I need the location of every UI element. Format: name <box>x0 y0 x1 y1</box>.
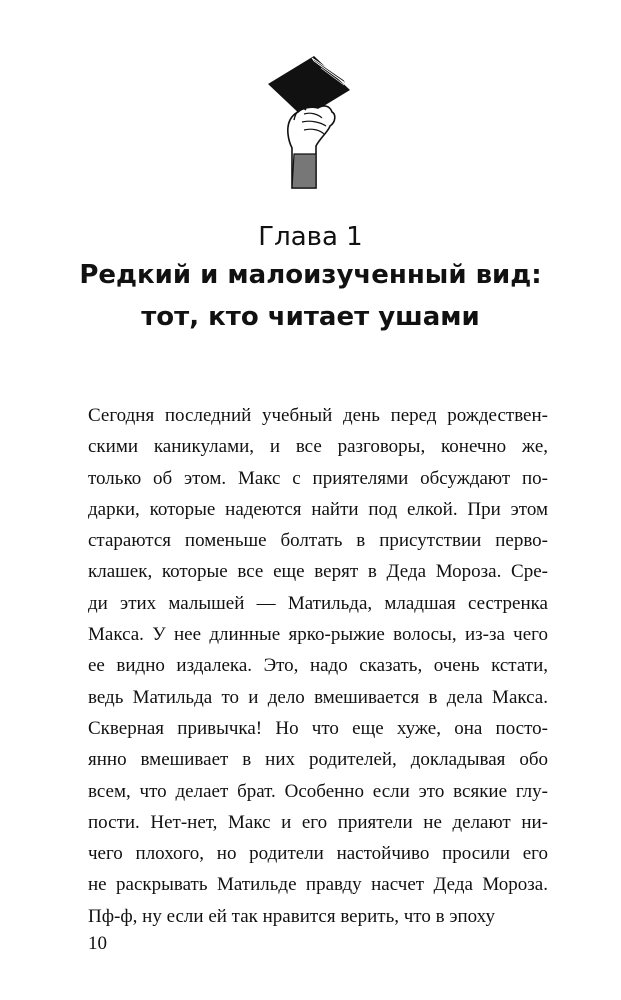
chapter-title-line: тот, кто читает ушами <box>141 302 480 332</box>
text-line: скими каникулами, и все разговоры, конечно же, <box>88 436 548 458</box>
text-line: только об этом. Макс с приятелями обсуждают по- <box>88 467 548 489</box>
text-line: не раскрывать Матильде правду насчет Деда Мороза. <box>88 874 548 896</box>
text-line: ведь Матильда то и дело вмешивается в дела Макса. <box>88 686 548 708</box>
text-line: пости. Нет-нет, Макс и его приятели не делают ни- <box>88 811 548 833</box>
text-line: Макса. У нее длинные ярко-рыжие волосы, из-за чего <box>88 624 548 646</box>
chapter-label: Глава 1 <box>258 222 363 252</box>
chapter-body-text <box>88 400 548 932</box>
text-line: ди этих малышей — Матильда, младшая сестренка <box>88 592 548 614</box>
text-line: Скверная привычка! Но что еще хуже, она посто- <box>88 717 548 739</box>
chapter-title <box>60 254 561 338</box>
chapter-title-line: Редкий и малоизученный вид: <box>79 260 542 290</box>
text-line: дарки, которые надеются найти под елкой. При этом <box>88 498 548 520</box>
text-line: Пф-ф, ну если ей так нравится верить, что в эпоху <box>88 905 495 927</box>
text-line: стараются поменьше болтать в присутствии перво- <box>88 530 548 552</box>
text-line: клашек, которые все еще верят в Деда Мороза. Сре- <box>88 561 548 583</box>
text-line: янно вмешивает в них родителей, докладывая обо <box>88 749 548 771</box>
hand-holding-book-icon <box>258 50 358 190</box>
page-number: 10 <box>88 933 107 954</box>
text-line: всем, что делает брат. Особенно если это всякие глу- <box>88 780 548 802</box>
text-line: чего плохого, но родители настойчиво просили его <box>88 843 548 865</box>
text-line: Сегодня последний учебный день перед рождествен- <box>88 405 548 426</box>
text-line: ее видно издалека. Это, надо сказать, очень кстати, <box>88 655 548 677</box>
